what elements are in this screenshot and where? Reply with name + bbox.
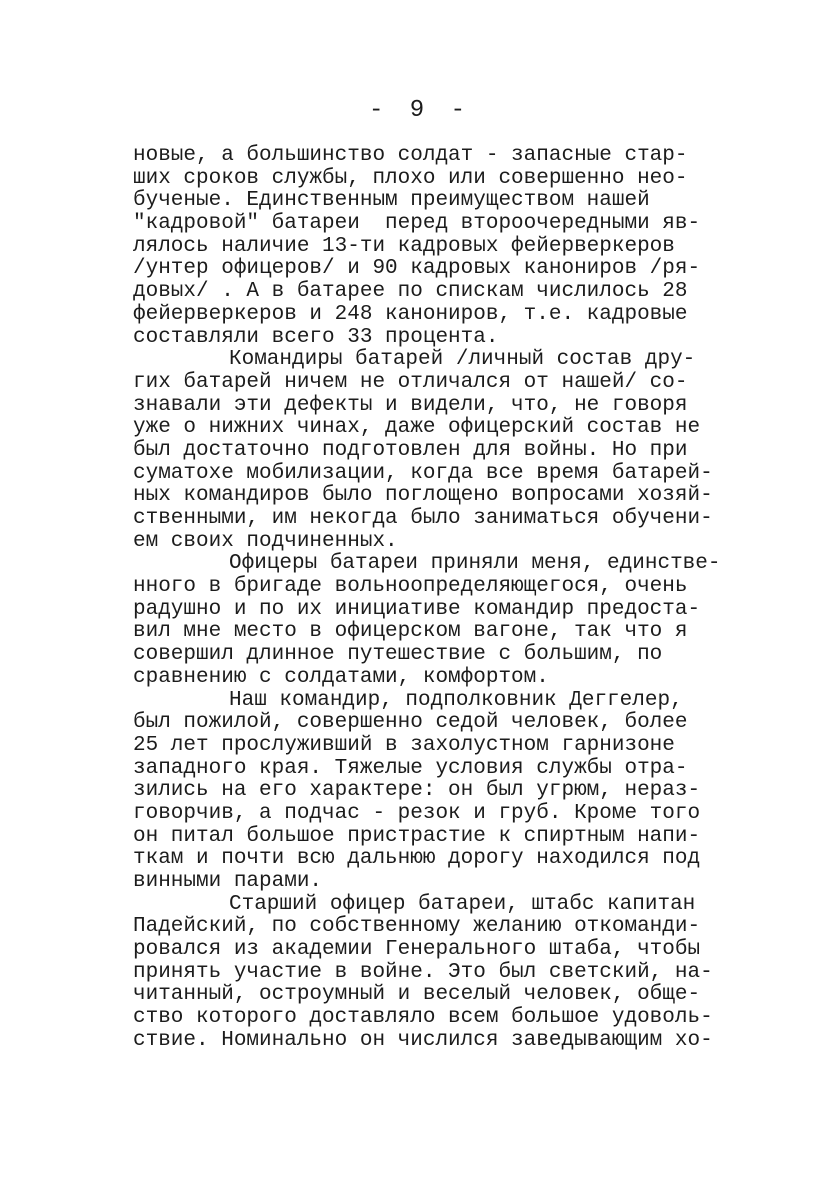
page-number: - 9 - xyxy=(368,97,471,124)
text-line: составляли всего 33 процента. xyxy=(133,325,499,349)
text-line: ствие. Номинально он числился заведывающим хо- xyxy=(133,1028,713,1052)
paragraph xyxy=(133,553,773,689)
paragraph xyxy=(133,690,773,894)
body-text xyxy=(133,145,773,1053)
text-line: западного края. Тяжелые условия службы отра- xyxy=(133,756,688,780)
text-line: /унтер офицеров/ и 90 кадровых канониров /ря- xyxy=(133,257,701,281)
text-line: бученые. Единственным преимуществом нашей xyxy=(133,189,650,213)
text-line: Офицеры батареи приняли меня, единстве- xyxy=(229,552,721,576)
text-line: нного в бригаде вольноопределяющегося, очень xyxy=(133,575,688,599)
text-line: вил мне место в офицерском вагоне, так что я xyxy=(133,620,688,644)
text-line: сравнению с солдатами, комфортом. xyxy=(133,665,549,689)
text-line: ших сроков службы, плохо или совершенно нео- xyxy=(133,166,688,190)
text-line: ственными, им некогда было заниматься обучени- xyxy=(133,507,713,530)
text-line: зились на его характере: он был угрюм, нераз- xyxy=(133,779,701,803)
text-line: он питал большое пристрастие к спиртным напи- xyxy=(133,824,701,848)
paragraph xyxy=(133,145,773,349)
text-line: лялось наличие 13-ти кадровых фейерверкеров xyxy=(133,234,675,258)
text-line: знавали эти дефекты и видели, что, не говоря xyxy=(133,393,688,417)
text-line: читанный, остроумный и веселый человек, обще- xyxy=(133,983,701,1007)
text-line: ем своих подчиненных. xyxy=(133,529,398,553)
text-line: ных командиров было поглощено вопросами хозяй- xyxy=(133,484,713,508)
text-line: фейерверкеров и 248 канониров, т.е. кадровые xyxy=(133,302,688,326)
paragraph xyxy=(133,894,773,1053)
text-line: Командиры батарей /личный состав дру- xyxy=(229,348,696,372)
text-line: уже о нижних чинах, даже офицерский состав не xyxy=(133,416,701,440)
text-line: "кадровой" батареи перед второочередными яв- xyxy=(133,212,701,236)
text-line: новые, а большинство солдат - запасные стар- xyxy=(133,144,688,167)
text-line: ровался из академии Генерального штаба, чтобы xyxy=(133,938,701,962)
text-line: Падейский, по собственному желанию откоманди- xyxy=(133,915,701,939)
text-line: был пожилой, совершенно седой человек, более xyxy=(133,711,688,735)
text-line: был достаточно подготовлен для войны. Но при xyxy=(133,438,688,462)
text-line: ткам и почти всю дальнюю дорогу находился под xyxy=(133,847,701,871)
text-line: винными парами. xyxy=(133,870,323,893)
text-line: принять участие в войне. Это был светский, на- xyxy=(133,960,713,984)
text-line: 25 лет прослуживший в захолустном гарнизоне xyxy=(133,733,675,757)
text-line: гих батарей ничем не отличался от нашей/ со- xyxy=(133,370,688,394)
text-line: ство которого доставляло всем большое удоволь- xyxy=(133,1006,713,1030)
text-line: Старший офицер батареи, штабс капитан xyxy=(229,892,696,916)
text-line: совершил длинное путешествие с большим, по xyxy=(133,643,663,667)
text-line: говорчив, а подчас - резок и груб. Кроме того xyxy=(133,801,701,825)
text-line: довых/ . А в батарее по спискам числилось 28 xyxy=(133,280,688,304)
paragraph xyxy=(133,349,773,553)
text-line: суматохе мобилизации, когда все время батарей- xyxy=(133,461,713,485)
text-line: радушно и по их инициативе командир предоста- xyxy=(133,597,701,621)
text-line: Наш командир, подполковник Деггелер, xyxy=(229,688,683,712)
